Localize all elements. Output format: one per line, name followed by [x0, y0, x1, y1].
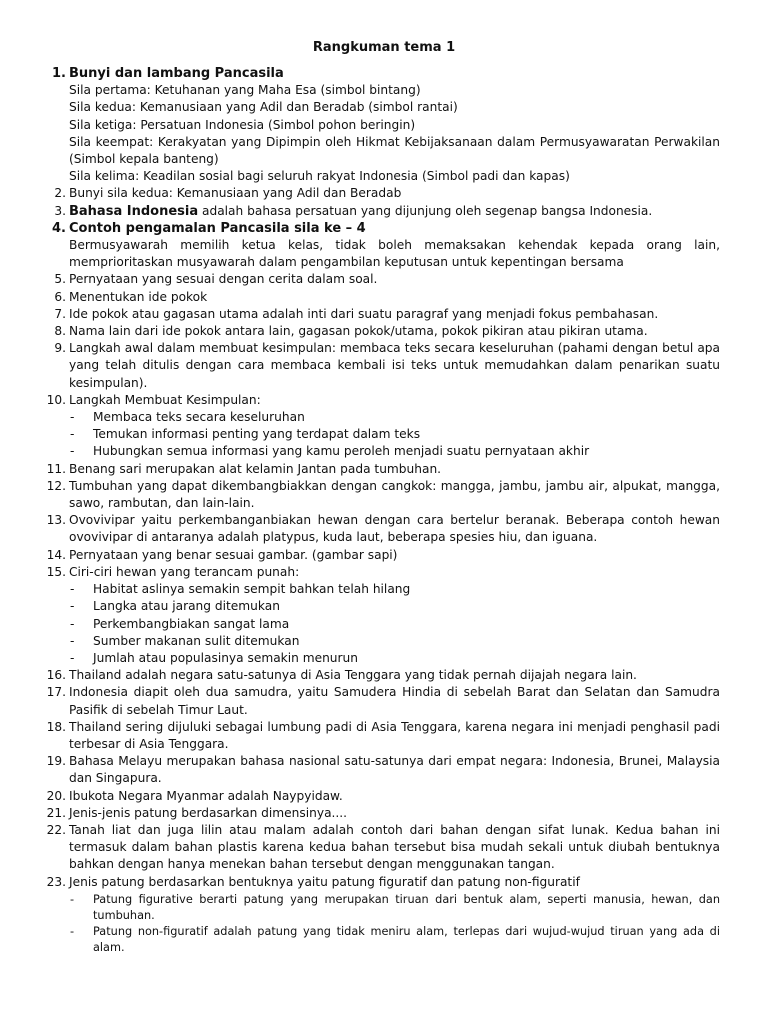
- item-bold-text: Bahasa Indonesia: [69, 203, 199, 219]
- item-text: Ovovivipar yaitu perkembanganbiakan hewan dengan cara bertelur beranak. Beberapa contoh hewan ovovivipar di antaranya adalah platypus, kuda laut, beberapa spesies hiu, dan iguana.: [69, 513, 720, 545]
- item-text: Ciri-ciri hewan yang terancam punah:: [69, 564, 300, 579]
- item-text: Langkah awal dalam membuat kesimpulan: membaca teks secara keseluruhan (pahami dengan betul apa yang telah ditulis dengan cara membaca kembali isi teks untuk memudahkan dalam penarikan suatu kesimpulan).: [69, 341, 720, 390]
- bullet-list: [69, 409, 720, 461]
- list-item: [48, 667, 720, 684]
- item-number: 8.: [54, 324, 66, 339]
- item-line: Sila kedua: Kemanusiaan yang Adil dan Beradab (simbol rantai): [69, 100, 458, 115]
- bullet-list: [69, 581, 720, 667]
- list-item: [48, 564, 720, 667]
- item-line: Sila pertama: Ketuhanan yang Maha Esa (simbol bintang): [69, 83, 421, 98]
- item-text: Menentukan ide pokok: [69, 289, 208, 304]
- list-item: [48, 753, 720, 787]
- item-text: Thailand adalah negara satu-satunya di Asia Tenggara yang tidak pernah dijajah negara lain.: [69, 668, 637, 683]
- list-item: [48, 185, 720, 202]
- list-item: [48, 461, 720, 478]
- item-number: 16.: [46, 668, 66, 683]
- item-heading: Contoh pengamalan Pancasila sila ke – 4: [69, 220, 366, 236]
- document-title: Rangkuman tema 1: [312, 40, 456, 55]
- item-number: 20.: [46, 788, 66, 803]
- item-line: Sila keempat: Kerakyatan yang Dipimpin oleh Hikmat Kebijaksanaan dalam Permusyawaratan Perwakilan (Simbol kepala banteng): [69, 134, 720, 167]
- bullet-item: - Perkembangbiakan sangat lama: [69, 616, 720, 633]
- list-item: [48, 805, 720, 822]
- bullet-item: - Jumlah atau populasinya semakin menurun: [69, 650, 720, 667]
- item-number: 7.: [54, 306, 66, 321]
- list-item: [48, 788, 720, 805]
- item-text: Thailand sering dijuluki sebagai lumbung padi di Asia Tenggara, karena negara ini menjadi penghasil padi terbesar di Asia Tenggara.: [69, 719, 720, 751]
- list-item: [48, 323, 720, 340]
- item-text: Bahasa Indonesia adalah bahasa persatuan yang dijunjung oleh segenap bangsa Indonesia.: [69, 203, 653, 219]
- bullet-item: - Temukan informasi penting yang terdapat dalam teks: [69, 426, 720, 443]
- list-item: [48, 547, 720, 564]
- list-item: [48, 220, 720, 272]
- list-item: [48, 874, 720, 957]
- bullet-item: - Habitat aslinya semakin sempit bahkan telah hilang: [69, 581, 720, 598]
- summary-list: [48, 65, 720, 957]
- item-lines: [69, 237, 720, 271]
- item-number: 18.: [46, 719, 66, 734]
- item-number: 5.: [54, 272, 66, 287]
- list-item: [48, 65, 720, 185]
- item-number: 12.: [46, 478, 66, 493]
- item-number: 6.: [54, 289, 66, 304]
- item-number: 4.: [52, 220, 66, 236]
- bullet-list: [69, 892, 720, 957]
- bullet-item: - Patung figurative berarti patung yang merupakan tiruan dari bentuk alam, seperti manusia, hewan, dan tumbuhan.: [69, 892, 720, 924]
- item-line: Sila kelima: Keadilan sosial bagi seluruh rakyat Indonesia (Simbol padi dan kapas): [69, 169, 570, 184]
- item-number: 1.: [52, 66, 66, 81]
- item-text: Benang sari merupakan alat kelamin Jantan pada tumbuhan.: [69, 461, 442, 476]
- item-number: 14.: [46, 547, 66, 562]
- item-text: Bunyi sila kedua: Kemanusiaan yang Adil dan Beradab: [69, 186, 402, 201]
- item-text: Tanah liat dan juga lilin atau malam adalah contoh dari bahan dengan sifat lunak. Kedua bahan ini termasuk dalam bahan plastis karena kedua bahan tersebut bisa mudah sekali untuk diubah bentuknya bahkan dengan hanya menekan bahan tersebut dengan menggunakan tangan.: [69, 822, 720, 872]
- item-text: Ibukota Negara Myanmar adalah Naypyidaw.: [69, 788, 343, 803]
- list-item: [48, 719, 720, 753]
- item-text: Ide pokok atau gagasan utama adalah inti dari suatu paragraf yang menjadi fokus pembahasan.: [69, 306, 659, 321]
- item-line: Sila ketiga: Persatuan Indonesia (Simbol pohon beringin): [69, 117, 416, 132]
- item-text: Indonesia diapit oleh dua samudra, yaitu Samudera Hindia di sebelah Barat dan Selatan dan Samudra Pasifik di sebelah Timur Laut.: [69, 685, 720, 717]
- list-item: [48, 822, 720, 874]
- list-item: [48, 512, 720, 546]
- item-number: 2.: [54, 186, 66, 201]
- item-text: Tumbuhan yang dapat dikembangbiakkan dengan cangkok: mangga, jambu, jambu air, alpukat, mangga, sawo, rambutan, dan lain-lain.: [69, 478, 720, 511]
- item-number: 9.: [54, 341, 66, 356]
- item-number: 15.: [46, 564, 66, 579]
- item-text: Nama lain dari ide pokok antara lain, gagasan pokok/utama, pokok pikiran atau pikiran utama.: [69, 324, 648, 339]
- bullet-item: - Hubungkan semua informasi yang kamu peroleh menjadi suatu pernyataan akhir: [69, 443, 720, 460]
- bullet-item: - Patung non-figuratif adalah patung yang tidak meniru alam, terlepas dari wujud-wujud tiruan yang ada di alam.: [69, 924, 720, 956]
- list-item: [48, 478, 720, 512]
- item-number: 11.: [46, 461, 66, 476]
- item-text: Bahasa Melayu merupakan bahasa nasional satu-satunya dari empat negara: Indonesia, Brunei, Malaysia dan Singapura.: [69, 754, 720, 786]
- list-item: [48, 203, 720, 220]
- list-item: [48, 289, 720, 306]
- bullet-item: - Membaca teks secara keseluruhan: [69, 409, 720, 426]
- item-number: 19.: [46, 754, 66, 769]
- list-item: [48, 306, 720, 323]
- item-text: Jenis-jenis patung berdasarkan dimensinya....: [69, 805, 348, 820]
- item-heading: Bunyi dan lambang Pancasila: [69, 66, 284, 81]
- item-number: 21.: [46, 805, 66, 820]
- item-number: 23.: [46, 874, 66, 889]
- list-item: [48, 392, 720, 461]
- item-text: Jenis patung berdasarkan bentuknya yaitu patung figuratif dan patung non-figuratif: [69, 874, 580, 889]
- item-number: 17.: [46, 685, 66, 700]
- item-number: 3.: [54, 203, 66, 218]
- item-number: 22.: [46, 822, 66, 837]
- bullet-item: - Langka atau jarang ditemukan: [69, 598, 720, 615]
- list-item: [48, 684, 720, 718]
- item-text: Langkah Membuat Kesimpulan:: [69, 392, 261, 407]
- item-text: Pernyataan yang sesuai dengan cerita dalam soal.: [69, 272, 378, 287]
- bullet-item: - Sumber makanan sulit ditemukan: [69, 633, 720, 650]
- item-lines: [69, 82, 720, 185]
- list-item: [48, 271, 720, 288]
- item-number: 13.: [46, 513, 66, 528]
- item-line: Bermusyawarah memilih ketua kelas, tidak boleh memaksakan kehendak kepada orang lain, memprioritaskan musyawarah dalam pengambilan keputusan untuk kepentingan bersama: [69, 238, 720, 270]
- item-number: 10.: [46, 392, 66, 407]
- list-item: [48, 340, 720, 392]
- item-text: Pernyataan yang benar sesuai gambar. (gambar sapi): [69, 547, 398, 562]
